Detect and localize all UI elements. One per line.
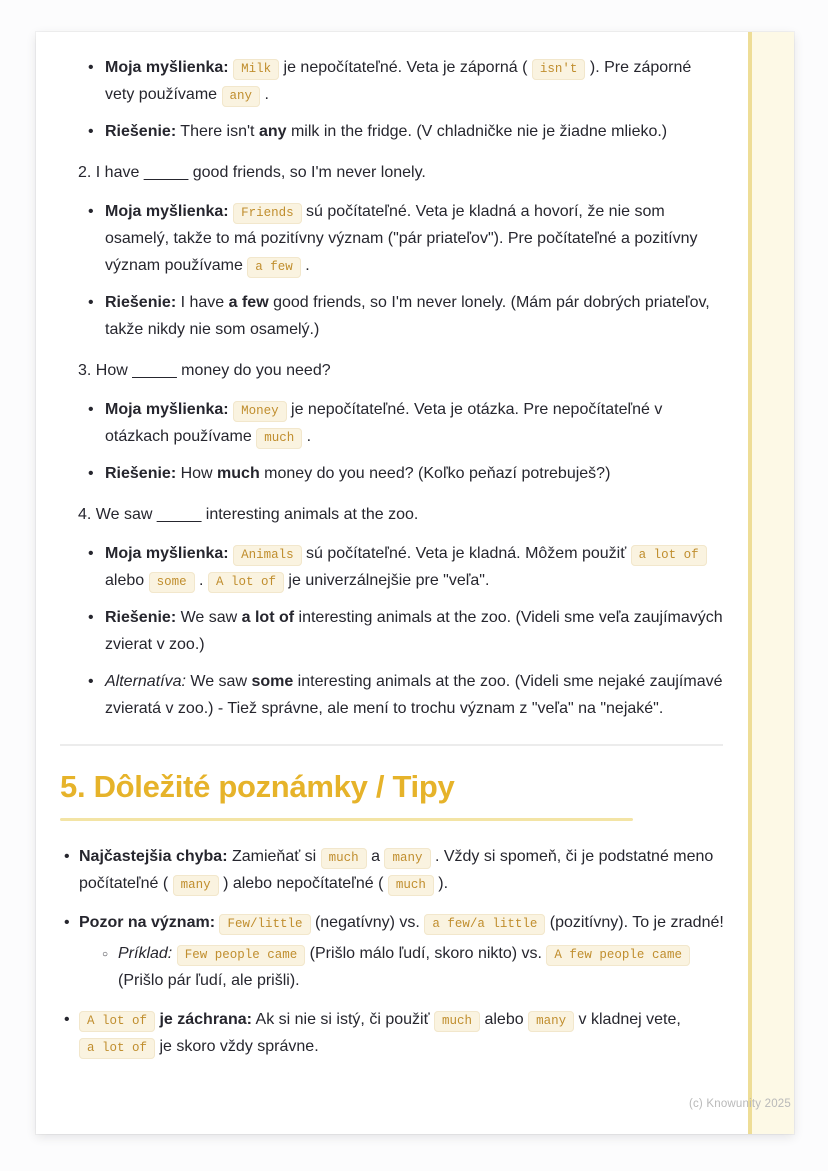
inline-code-chip: isn't [532,59,586,80]
list-item [88,540,724,594]
text-segment: Príklad: [118,945,173,962]
bullet-list [88,396,724,487]
list-item [88,289,724,343]
list-item [88,54,724,108]
sub-bullet-list [102,940,724,994]
text-segment: (Prišlo pár ľudí, ale prišli). [118,972,300,989]
watermark: (c) Knowunity 2025 [688,1098,791,1110]
text-segment: money do you need? (Koľko peňazí potrebuješ?) [259,465,611,482]
text-segment: Riešenie: [105,609,177,626]
inline-code-chip: Milk [233,59,279,80]
list-item [88,604,724,658]
text-segment: je nepočítateľné. Veta je záporná ( [279,59,532,76]
text-segment: je skoro vždy správne. [155,1038,319,1055]
inline-code-chip: Animals [233,545,302,566]
inline-code-chip: some [149,572,195,593]
text-segment: Pozor na význam: [79,914,216,931]
text-segment: . [194,572,208,589]
inline-code-chip: a few/a little [424,914,545,935]
text-segment: How [176,465,218,482]
inline-code-chip: much [256,428,302,449]
text-segment: Moja myšlienka: [105,401,229,418]
inline-code-chip: Money [233,401,287,422]
section-heading: 5. Dôležité poznámky / Tipy [60,769,455,804]
inline-code-chip: Few people came [177,945,306,966]
text-segment: sú počítateľné. Veta je kladná. Môžem použiť [301,545,631,562]
text-segment: We saw [185,673,252,690]
text-segment: (negatívny) vs. [310,914,425,931]
text-segment: I have [176,294,229,311]
text-segment: milk in the fridge. (V chladničke nie je žiadne mlieko.) [286,123,668,140]
text-segment: . [260,86,269,103]
text-segment: ). Pre záporné vety používame [105,59,692,103]
bullet-list [88,540,724,722]
heading-underline [60,818,633,821]
text-segment: Zamieňať si [227,848,321,865]
inline-code-chip: A few people came [546,945,690,966]
document-page [36,32,794,1134]
text-segment: Riešenie: [105,123,177,140]
exercise-item [78,357,724,384]
text-segment: . [300,257,310,274]
inline-code-chip: Friends [233,203,302,224]
text-segment: We saw [176,609,242,626]
text-segment: Alternatíva: [105,673,186,690]
text-segment: . [302,428,312,445]
text-segment: Najčastejšia chyba: [79,848,228,865]
text-segment: . Vždy si spomeň, či je podstatné meno počítateľné ( [79,848,714,892]
list-item [64,1006,724,1060]
bullet-list [88,54,724,145]
bullet-list [64,843,724,1060]
text-segment: some [251,673,294,690]
text-segment: je univerzálnejšie pre "veľa". [283,572,490,589]
list-item [64,909,724,994]
document-content [36,32,748,1134]
list-item [88,198,724,279]
text-segment: (Prišlo málo ľudí, skoro nikto) vs. [305,945,547,962]
inline-code-chip: A lot of [79,1011,155,1032]
text-segment: a few [228,294,269,311]
text-segment: Riešenie: [105,294,177,311]
inline-code-chip: A lot of [208,572,284,593]
text-segment: 2. I have _____ good friends, so I'm never lonely. [78,164,426,181]
text-segment: a lot of [241,609,295,626]
text-segment: 3. How _____ money do you need? [78,362,331,379]
inline-code-chip: much [388,875,434,896]
text-segment: alebo [480,1011,529,1028]
list-item [88,668,724,722]
list-item [88,460,724,487]
text-segment: interesting animals at the zoo. (Videli sme veľa zaujímavých zvierat v zoo.) [105,609,723,653]
inline-code-chip: much [434,1011,480,1032]
list-item [64,843,724,897]
page-edge-strip [748,32,794,1134]
inline-code-chip: much [321,848,367,869]
text-segment: ). [433,875,449,892]
text-segment: ) alebo nepočítateľné ( [218,875,388,892]
text-segment: (pozitívny). To je zradné! [545,914,724,931]
text-segment: There isn't [176,123,259,140]
inline-code-chip: many [173,875,219,896]
text-segment: je záchrana: [159,1011,252,1028]
text-segment: Moja myšlienka: [105,545,229,562]
text-segment: v kladnej vete, [574,1011,681,1028]
list-item [88,396,724,450]
text-segment: much [217,465,260,482]
exercise-item [78,159,724,186]
inline-code-chip: a few [247,257,301,278]
text-segment: 4. We saw _____ interesting animals at the zoo. [78,506,419,523]
text-segment: good friends, so I'm never lonely. (Mám pár dobrých priateľov, takže nikdy nie som osamelý.) [105,294,710,338]
text-segment: Moja myšlienka: [105,203,229,220]
inline-code-chip: many [528,1011,574,1032]
inline-code-chip: many [384,848,430,869]
list-item [102,940,724,994]
exercise-item [78,501,724,528]
section-divider [60,744,723,746]
inline-code-chip: any [222,86,261,107]
bullet-list [88,198,724,343]
text-segment: Riešenie: [105,465,177,482]
text-segment: Moja myšlienka: [105,59,229,76]
list-item [88,118,724,145]
text-segment: interesting animals at the zoo. (Videli sme nejaké zaujímavé zvieratá v zoo.) - Tiež správne, ale mení to trochu význam z "veľa" na "nejaké". [105,673,723,717]
inline-code-chip: Few/little [219,914,310,935]
inline-code-chip: a lot of [79,1038,155,1059]
text-segment: je nepočítateľné. Veta je otázka. Pre nepočítateľné v otázkach používame [105,401,663,445]
text-segment: sú počítateľné. Veta je kladná a hovorí, že nie som osamelý, takže to má pozitívny význam ("pár priateľov"). Pre počítateľné a pozitívny význam používame [105,203,698,274]
text-segment: alebo [105,572,149,589]
text-segment: a [366,848,385,865]
text-segment: Ak si nie si istý, či použiť [251,1011,435,1028]
text-segment: any [258,123,287,140]
inline-code-chip: a lot of [631,545,707,566]
